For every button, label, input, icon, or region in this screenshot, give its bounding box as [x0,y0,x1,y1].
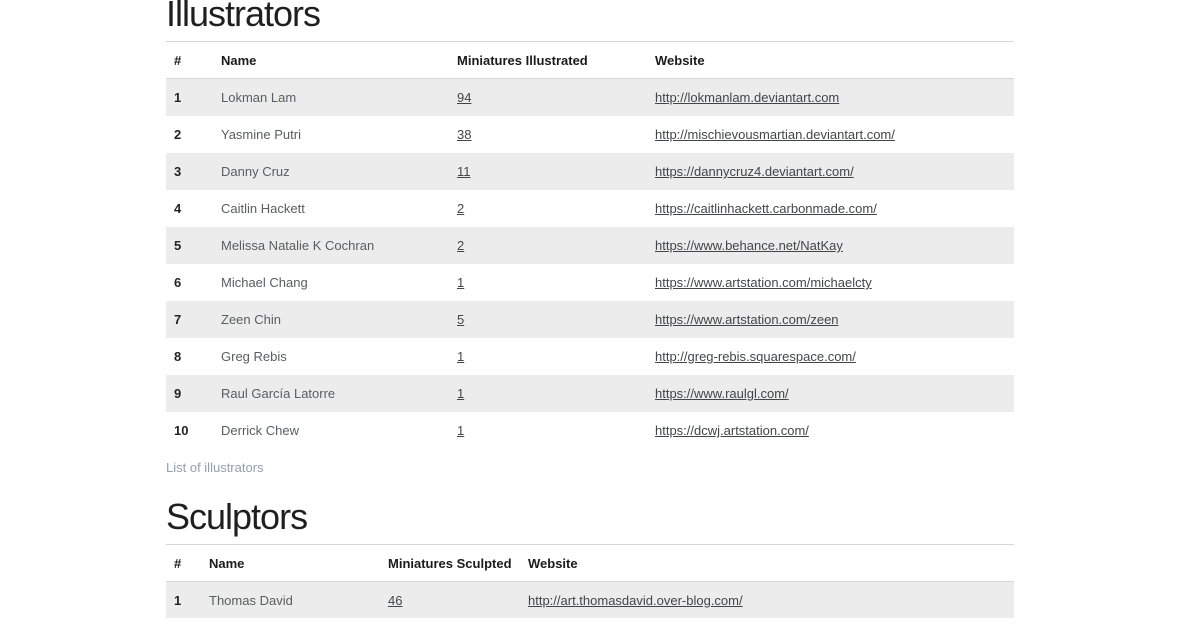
table-row [166,116,1014,153]
row-number: 1 [174,90,182,106]
table-row [166,190,1014,227]
miniatures-count-link[interactable]: 2 [457,238,465,253]
table-header-row [166,42,1014,79]
artist-name: Lokman Lam [221,90,297,106]
website-link[interactable]: https://dannycruz4.deviantart.com/ [655,164,854,179]
illustrators-table [166,41,1014,449]
artist-name: Zeen Chin [221,312,281,327]
website-cell [647,153,1014,190]
website-cell [647,338,1014,375]
table-row [166,581,1014,618]
miniatures-count-link[interactable]: 1 [457,386,465,401]
table-header-row [166,544,1014,581]
column-header-number: # [174,53,182,68]
website-cell [647,227,1014,264]
miniatures-count-cell [449,412,647,449]
artist-name: Greg Rebis [221,349,287,364]
table-row [166,375,1014,412]
miniatures-count-cell [449,338,647,375]
website-link[interactable]: https://www.artstation.com/zeen [655,312,839,327]
miniatures-count-link[interactable]: 94 [457,90,472,106]
miniatures-count-cell [449,116,647,153]
miniatures-count-cell [449,79,647,116]
website-cell [647,190,1014,227]
website-cell [647,301,1014,338]
artist-name: Michael Chang [221,275,308,290]
column-header-website: Website [655,53,705,68]
artist-name: Derrick Chew [221,423,300,438]
website-link[interactable]: https://caitlinhackett.carbonmade.com/ [655,201,877,216]
website-link[interactable]: https://www.artstation.com/michaelcty [655,275,872,290]
section-sculptors [166,495,1014,619]
website-cell [520,581,1014,618]
row-number: 1 [174,592,182,608]
table-row [166,301,1014,338]
table-row [166,412,1014,449]
artist-name: Yasmine Putri [221,127,301,142]
section-illustrators [166,0,1014,475]
website-link[interactable]: http://lokmanlam.deviantart.com [655,90,840,106]
miniatures-count-link[interactable]: 1 [457,423,465,438]
miniatures-count-cell [449,190,647,227]
column-header-number: # [174,555,182,571]
miniatures-count-link[interactable]: 5 [457,312,465,327]
website-cell [647,412,1014,449]
miniatures-count-cell [449,153,647,190]
miniatures-count-cell [449,264,647,301]
row-number: 8 [174,349,182,364]
table-row [166,338,1014,375]
website-link[interactable]: https://www.raulgl.com/ [655,386,789,401]
table-row [166,227,1014,264]
table-row [166,79,1014,116]
row-number: 6 [174,275,182,290]
miniatures-count-link[interactable]: 2 [457,201,465,216]
column-header-name: Name [221,53,257,68]
website-link[interactable]: http://greg-rebis.squarespace.com/ [655,349,856,364]
column-header-miniatures: Miniatures Sculpted [388,555,512,571]
website-link[interactable]: https://dcwj.artstation.com/ [655,423,809,438]
miniatures-count-link[interactable]: 46 [388,592,403,608]
miniatures-count-cell [380,581,520,618]
artist-name: Thomas David [209,592,293,608]
miniatures-count-cell [449,375,647,412]
website-link[interactable]: http://mischievousmartian.deviantart.com/ [655,127,895,142]
artist-name: Melissa Natalie K Cochran [221,238,375,253]
column-header-name: Name [209,555,245,571]
artist-name: Danny Cruz [221,164,290,179]
website-link[interactable]: https://www.behance.net/NatKay [655,238,843,253]
miniatures-count-cell [449,227,647,264]
row-number: 2 [174,127,182,142]
website-cell [647,375,1014,412]
miniatures-count-link[interactable]: 1 [457,275,465,290]
sculptors-heading: Sculptors [166,495,308,537]
table-row [166,153,1014,190]
sculptors-table [166,544,1014,619]
artist-name: Caitlin Hackett [221,201,305,216]
row-number: 9 [174,386,182,401]
table-row [166,264,1014,301]
row-number: 10 [174,423,189,438]
website-cell [647,264,1014,301]
illustrators-heading: Illustrators [166,0,321,34]
column-header-website: Website [528,555,578,571]
website-link[interactable]: http://art.thomasdavid.over-blog.com/ [528,592,743,608]
row-number: 4 [174,201,182,216]
row-number: 7 [174,312,182,327]
table-caption: List of illustrators [166,459,264,475]
website-cell [647,116,1014,153]
column-header-miniatures: Miniatures Illustrated [457,53,588,68]
miniatures-count-link[interactable]: 1 [457,349,465,364]
row-number: 5 [174,238,182,253]
row-number: 3 [174,164,182,179]
artist-name: Raul García Latorre [221,386,336,401]
miniatures-count-cell [449,301,647,338]
miniatures-count-link[interactable]: 38 [457,127,472,142]
website-cell [647,79,1014,116]
miniatures-count-link[interactable]: 11 [457,164,471,179]
